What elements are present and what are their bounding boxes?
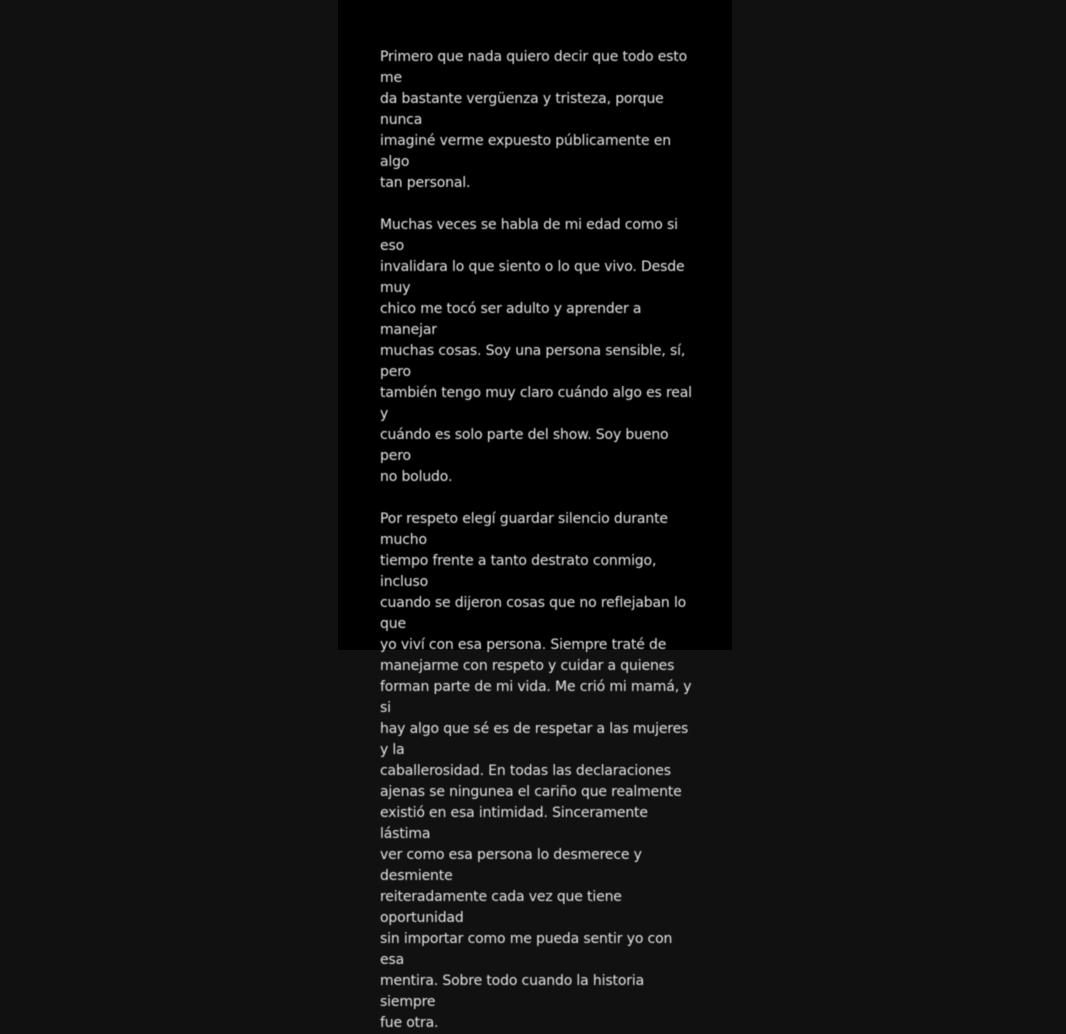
paragraph-age: Muchas veces se habla de mi edad como si eso invalidara lo que siento o lo que vivo. Desde muy chico me tocó ser adulto y aprender a manejar muchas cosas. Soy una persona sensible, sí, pero también tengo muy claro cuándo algo es real y cuándo es solo parte del show. Soy bueno pero no boludo. xyxy=(380,217,692,485)
paragraph-respect: Por respeto elegí guardar silencio durante mucho tiempo frente a tanto destrato conmigo, incluso cuando se dijeron cosas que no reflejaban lo que yo viví con esa persona. Siempre traté de manejarme con respeto y cuidar a quienes forman parte de mi vida. Me crió mi mamá, y si hay algo que sé es de respetar a las mujeres y la caballerosidad. En todas las declaraciones ajenas se ningunea el cariño que realmente existió en esa intimidad. Sinceramente lástima ver como esa persona lo desmerece y desmiente reiteradamente cada vez que tiene oportunidad sin importar como me pueda sentir yo con esa mentira. Sobre todo cuando la historia siempre fue otra. xyxy=(380,511,692,1031)
story-panel xyxy=(338,0,732,1031)
statement-text xyxy=(380,47,694,1034)
paragraph-intro: Primero que nada quiero decir que todo esto me da bastante vergüenza y tristeza, porque nunca imaginé verme expuesto públicamente en algo tan personal. xyxy=(380,49,688,191)
